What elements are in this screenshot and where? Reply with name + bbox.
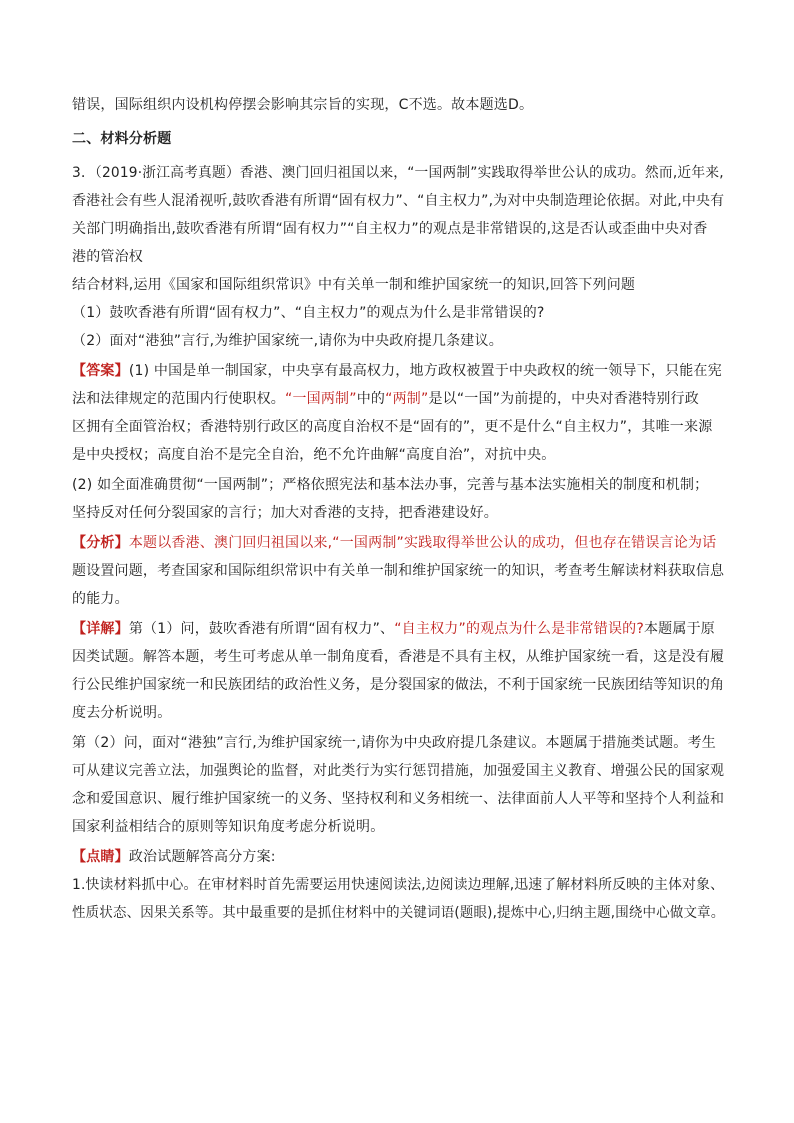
tips-line-3: 性质状态、因果关系等。其中最重要的是抓住材料中的关键词语(题眼),提炼中心,归纳主题,围绕中心做文章。 <box>72 905 725 921</box>
question-line-1: 3．（2019·浙江高考真题）香港、澳门回归祖国以来，“一国两制”实践取得举世公认的成功。然而,近年来, <box>72 165 724 181</box>
question-line-4: 港的管治权 <box>72 249 143 265</box>
question-line-2: 香港社会有些人混淆视听,鼓吹香港有所谓“固有权力”、“自主权力”,为对中央制造理论依据。对此,中央有 <box>72 193 725 209</box>
tips-line-1: 【点睛】政治试题解答高分方案: <box>72 849 276 865</box>
tips-line-2: 1.快读材料抓中心。在审材料时首先需要运用快速阅读法,边阅读边理解,迅速了解材料所反映的主体对象、 <box>72 877 725 893</box>
detail-line-8: 国家利益相结合的原则等知识角度考虑分析说明。 <box>72 819 385 835</box>
detail-line-2: 因类试题。解答本题，考生可考虑从单一制角度看，香港是不具有主权，从维护国家统一看，这是没有履 <box>72 649 725 665</box>
question-line-5: 结合材料,运用《国家和国际组织常识》中有关单一制和维护国家统一的知识,回答下列问题 <box>72 277 636 293</box>
answer-line-5: (2) 如全面准确贯彻“一国两制”；严格依照宪法和基本法办事，完善与基本法实施相关的制度和机制； <box>72 477 709 493</box>
detail-line-4: 度去分析说明。 <box>72 705 172 721</box>
sub-question-1: （1）鼓吹香港有所谓“固有权力”、“自主权力”的观点为什么是非常错误的? <box>72 305 545 321</box>
answer-tag: 【答案】 <box>72 363 129 379</box>
analysis-line-3: 的能力。 <box>72 591 129 607</box>
detail-line-5: 第（2）问，面对“港独”言行,为维护国家统一,请你为中央政府提几条建议。本题属于措施类试题。考生 <box>72 735 716 751</box>
detail-tag: 【详解】 <box>72 621 129 637</box>
detail-line-3: 行公民维护国家统一和民族团结的政治性义务，是分裂国家的做法，不利于国家统一民族团结等知识的角 <box>72 677 725 693</box>
analysis-line-1: 【分析】本题以香港、澳门回归祖国以来,“一国两制”实践取得举世公认的成功，但也存在错误言论为话 <box>72 535 717 551</box>
sub-question-2: （2）面对“港独”言行,为维护国家统一,请你为中央政府提几条建议。 <box>72 333 503 349</box>
answer-line-2: 法和法律规定的范围内行使职权。“一国两制”中的“两制”是以“一国”为前提的，中央对香港特别行政 <box>72 391 699 407</box>
analysis-tag: 【分析】 <box>72 535 129 551</box>
prev-answer-tail: 错误，国际组织内设机构停摆会影响其宗旨的实现，C不选。故本题选D。 <box>72 97 534 113</box>
tips-tag: 【点睛】 <box>72 849 129 865</box>
detail-line-7: 念和爱国意识、履行维护国家统一的义务、坚持权利和义务相统一、法律面前人人平等和坚持个人利益和 <box>72 791 725 807</box>
analysis-line-2: 题设置问题，考查国家和国际组织常识中有关单一制和维护国家统一的知识，考查考生解读材料获取信息 <box>72 563 725 579</box>
question-line-3: 关部门明确指出,鼓吹香港有所谓“固有权力”“自主权力”的观点是非常错误的,这是否认或歪曲中央对香 <box>72 221 708 237</box>
detail-line-6: 可从建议完善立法，加强舆论的监督，对此类行为实行惩罚措施，加强爱国主义教育、增强公民的国家观 <box>72 763 725 779</box>
answer-line-4: 是中央授权；高度自治不是完全自治，绝不允许曲解“高度自治”，对抗中央。 <box>72 447 556 463</box>
section-heading: 二、材料分析题 <box>72 131 172 147</box>
answer-line-6: 坚持反对任何分裂国家的言行；加大对香港的支持，把香港建设好。 <box>72 505 498 521</box>
answer-line-3: 区拥有全面管治权；香港特别行政区的高度自治权不是“固有的”，更不是什么“自主权力”，其唯一来源 <box>72 419 713 435</box>
detail-line-1: 【详解】第（1）问，鼓吹香港有所谓“固有权力”、“自主权力”的观点为什么是非常错误的?本题属于原 <box>72 621 715 637</box>
answer-line-1: 【答案】(1) 中国是单一制国家，中央享有最高权力，地方政权被置于中央政权的统一领导下，只能在宪 <box>72 363 722 379</box>
